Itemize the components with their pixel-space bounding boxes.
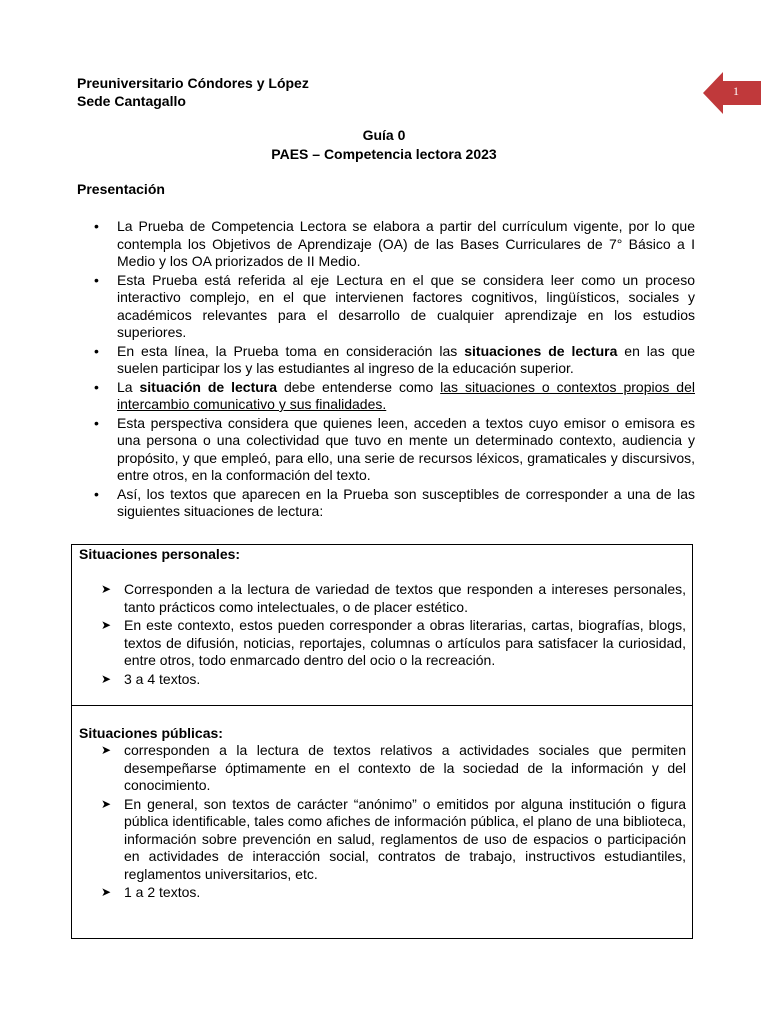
page-number: 1 <box>733 84 739 98</box>
list-item <box>117 379 695 414</box>
bullet-text: en las que suelen participar los y las estudiantes al ingreso de la educación superior. <box>117 342 695 376</box>
list-item <box>101 884 686 902</box>
bullet-text: Así, los textos que aparecen en la Prueba son susceptibles de corresponder a una de las siguientes situaciones de lectura: <box>117 485 695 519</box>
personal-situations-heading: Situaciones personales: <box>79 546 241 562</box>
public-situations-box <box>71 705 693 939</box>
list-item <box>117 486 695 521</box>
presentation-heading: Presentación <box>77 181 165 197</box>
list-item <box>117 272 695 342</box>
list-item <box>117 343 695 378</box>
bold-term: situaciones de lectura <box>464 342 618 359</box>
arrowhead-icon: ➤ <box>101 743 112 757</box>
document-header <box>77 74 309 110</box>
list-item <box>117 218 695 271</box>
institution-name: Preuniversitario Cóndores y López <box>77 75 309 91</box>
public-situations-list <box>101 742 686 903</box>
personal-situations-list <box>101 581 686 689</box>
bullet-text: La Prueba de Competencia Lectora se elabora a partir del currículum vigente, por lo que contempla los Objetivos de Aprendizaje (OA) de las Bases Curriculares de 7° Básico a I Medio y los OA priorizados de II Medio. <box>117 218 695 269</box>
bold-term: situación de lectura <box>139 378 278 395</box>
item-text: Corresponden a la lectura de variedad de textos que responden a intereses personales, tanto prácticos como intelectuales, o de placer estético. <box>124 581 686 615</box>
underlined-definition: las situaciones o contextos propios del intercambio comunicativo y sus finalidades. <box>117 378 695 412</box>
guide-title: Guía 0 <box>362 127 406 143</box>
list-item <box>101 795 686 884</box>
item-text: En general, son textos de carácter “anónimo” o emitidos por alguna institución o figura pública identificable, tales como afiches de información pública, el plano de una biblioteca, información sobre prevención en salud, reglamentos de uso de espacios o participación en actividades de interacción social, contratos de trabajo, instructivos estudiantiles, reglamentos universitarios, etc. <box>124 795 686 882</box>
bullet-text: La <box>117 378 140 395</box>
public-situations-heading: Situaciones públicas: <box>79 725 223 741</box>
item-text: 1 a 2 textos. <box>124 884 201 900</box>
arrowhead-icon: ➤ <box>101 618 112 632</box>
list-item <box>117 415 695 485</box>
presentation-bullet-list <box>117 218 695 522</box>
exam-title: PAES – Competencia lectora 2023 <box>271 146 497 162</box>
list-item <box>101 617 686 670</box>
list-item <box>101 742 686 795</box>
arrowhead-icon: ➤ <box>101 671 112 686</box>
item-text: En este contexto, estos pueden corresponder a obras literarias, cartas, biografías, blogs, textos de difusión, noticias, reportajes, columnas o artículos para satisfacer la curiosidad, entre otros, todo enmarcado dentro del ocio o la recreación. <box>124 617 686 668</box>
arrowhead-icon: ➤ <box>101 885 112 899</box>
arrowhead-icon: ➤ <box>101 582 112 596</box>
bullet-text: Esta perspectiva considera que quienes leen, acceden a textos cuyo emisor o emisora es una persona o una colectividad que tuvo en mente un determinado contexto, audiencia y propósito, y que empleó, para ello, una serie de recursos léxicos, gramaticales y discursivos, entre otros, en la conformación del texto. <box>117 414 695 483</box>
item-text: corresponden a la lectura de textos relativos a actividades sociales que permiten desempeñarse óptimamente en el contexto de la sociedad de la información y del conocimiento. <box>124 742 686 793</box>
list-item <box>101 670 686 689</box>
arrowhead-icon: ➤ <box>101 796 112 811</box>
list-item <box>101 581 686 616</box>
bullet-text: Esta Prueba está referida al eje Lectura en el que se considera leer como un proceso interactivo complejo, en el que intervienen factores cognitivos, lingüísticos, sociales y académicos relevantes para el desarrollo de cualquier aprendizaje en los estudios superiores. <box>117 271 695 340</box>
campus-name: Sede Cantagallo <box>77 93 186 109</box>
item-text: 3 a 4 textos. <box>124 670 201 687</box>
personal-situations-box <box>71 544 693 706</box>
bullet-text: debe entenderse como <box>277 378 441 395</box>
bullet-text: En esta línea, la Prueba toma en consideración las <box>117 342 465 359</box>
